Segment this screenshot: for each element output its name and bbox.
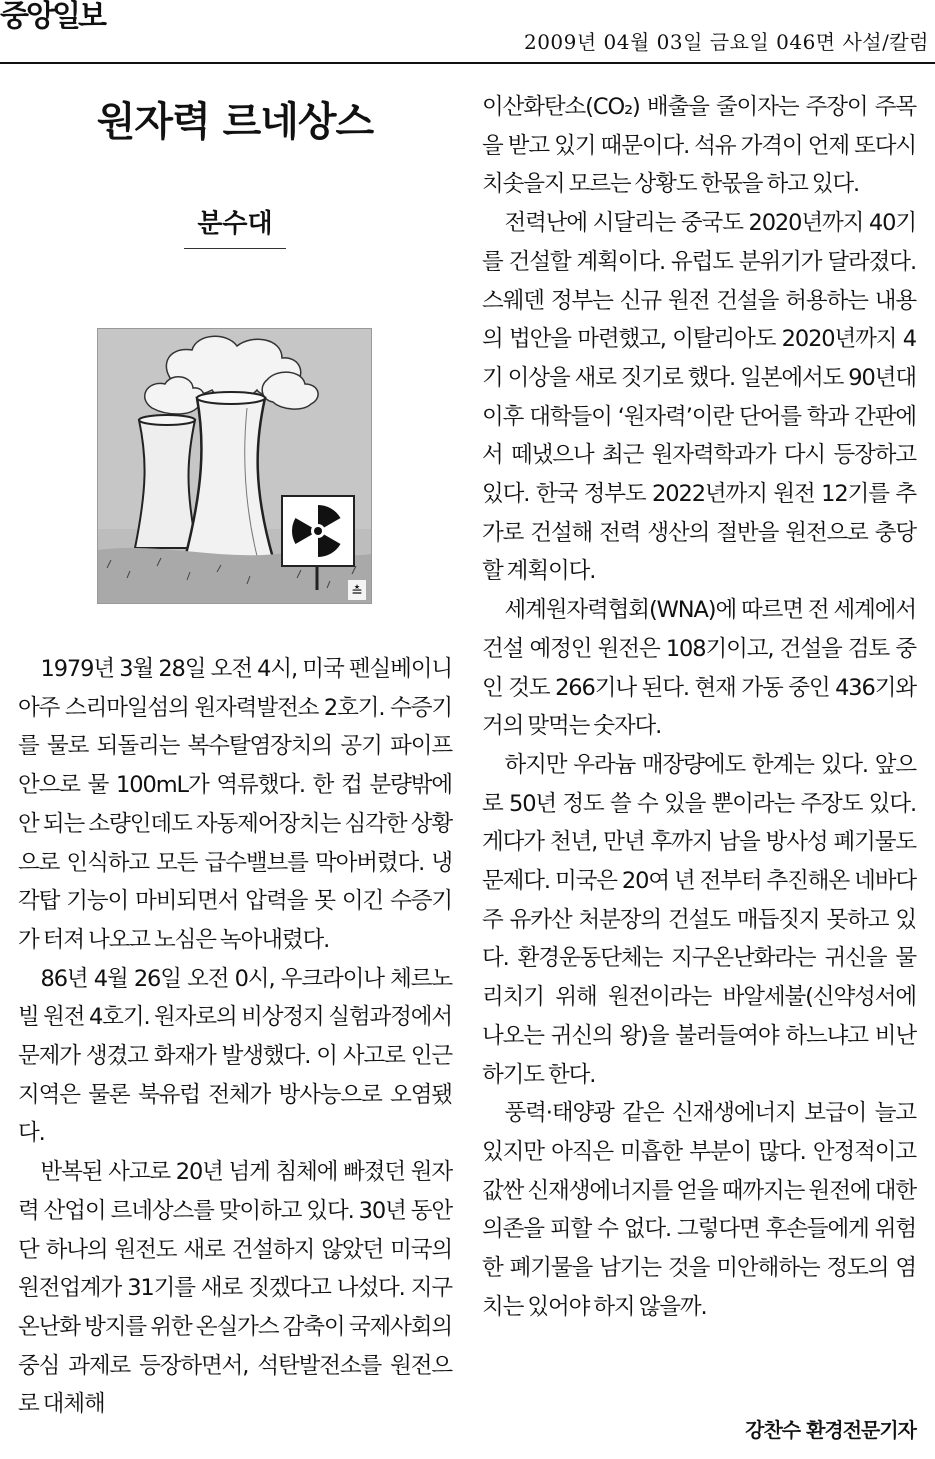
- paragraph: 반복된 사고로 20년 넘게 침체에 빠졌던 원자력 산업이 르네상스를 맞이하고 있다. 30년 동안 단 하나의 원전도 새로 건설하지 않았던 미국의 원전업계가 31기를 새로 짓겠다고 나섰다. 지구온난화 방지를 위한 온실가스 감축이 국제사회의 중심 과제로 등장하면서, 석탄발전소를 원전으로 대체해: [18, 1159, 452, 1418]
- column-label: 분수대: [184, 200, 286, 249]
- paragraph: 전력난에 시달리는 중국도 2020년까지 40기를 건설할 계획이다. 유럽도 분위기가 달라졌다. 스웨덴 정부는 신규 원전 건설을 허용하는 내용의 법안을 마련했고, 이탈리아도 2020년까지 4기 이상을 새로 짓기로 했다. 일본에서도 90년대 이후 대학들이 ‘원자력’이란 단어를 학과 간판에서 떼냈으나 최근 원자력학과가 다시 등장하고 있다. 한국 정부도 2022년까지 원전 12기를 추가로 건설해 전력 생산의 절반을 원전으로 충당할 계획이다.: [482, 210, 916, 585]
- issue-info: 2009년 04월 03일 금요일 046면 사설/칼럼: [523, 30, 929, 54]
- paragraph: 풍력·태양광 같은 신재생에너지 보급이 늘고 있지만 아직은 미흡한 부분이 많다. 안정적이고 값싼 신재생에너지를 얻을 때까지는 원전에 대한 의존을 피할 수 없다. 그렇다면 후손들에게 위험한 폐기물을 남기는 것을 미안해하는 정도의 염치는 있어야 하지 않을까.: [482, 1100, 916, 1320]
- paragraph: 이산화탄소(CO₂) 배출을 줄이자는 주장이 주목을 받고 있기 때문이다. 석유 가격이 언제 또다시 치솟을지 모르는 상황도 한몫을 하고 있다.: [482, 94, 916, 198]
- byline: 강찬수 환경전문기자: [745, 1418, 916, 1442]
- article-column-left: [18, 650, 452, 1424]
- paragraph: 하지만 우라늄 매장량에도 한계는 있다. 앞으로 50년 정도 쓸 수 있을 뿐이라는 주장도 있다. 게다가 천년, 만년 후까지 남을 방사성 폐기물도 문제다. 미국은 20여 년 전부터 추진해온 네바다주 유카산 처분장의 건설도 매듭짓지 못하고 있다. 환경운동단체는 지구온난화라는 귀신을 물리치기 위해 원전이라는 바알세불(신약성서에 나오는 귀신의 왕)을 불러들여야 하느냐고 비난하기도 한다.: [482, 751, 916, 1088]
- article-headline: 원자력 르네상스: [96, 99, 374, 145]
- newspaper-logo: 중앙일보: [0, 0, 104, 34]
- paragraph: 86년 4월 26일 오전 0시, 우크라이나 체르노빌 원전 4호기. 원자로의 비상정지 실험과정에서 문제가 생겼고 화재가 발생했다. 이 사고로 인근 지역은 물론 북유럽 전체가 방사능으로 오염됐다.: [18, 965, 452, 1147]
- masthead: [0, 0, 935, 64]
- article-column-right: [482, 88, 916, 1327]
- paragraph: 세계원자력협회(WNA)에 따르면 전 세계에서 건설 예정인 원전은 108기이고, 건설을 검토 중인 것도 266기나 된다. 현재 가동 중인 436기와 거의 맞먹는 숫자다.: [482, 597, 916, 740]
- paragraph: 1979년 3월 28일 오전 4시, 미국 펜실베이니아주 스리마일섬의 원자력발전소 2호기. 수증기를 물로 되돌리는 복수탈염장치의 공기 파이프 안으로 물 100mL가 역류했다. 한 컵 분량밖에 안 되는 소량인데도 자동제어장치는 심각한 상황으로 인식하고 모든 급수밸브를 막아버렸다. 냉각탑 기능이 마비되면서 압력을 못 이긴 수증기가 터져 나오고 노심은 녹아내렸다.: [18, 656, 452, 953]
- artist-signature: ≛: [351, 584, 363, 600]
- nuclear-plant-illustration: [97, 328, 372, 604]
